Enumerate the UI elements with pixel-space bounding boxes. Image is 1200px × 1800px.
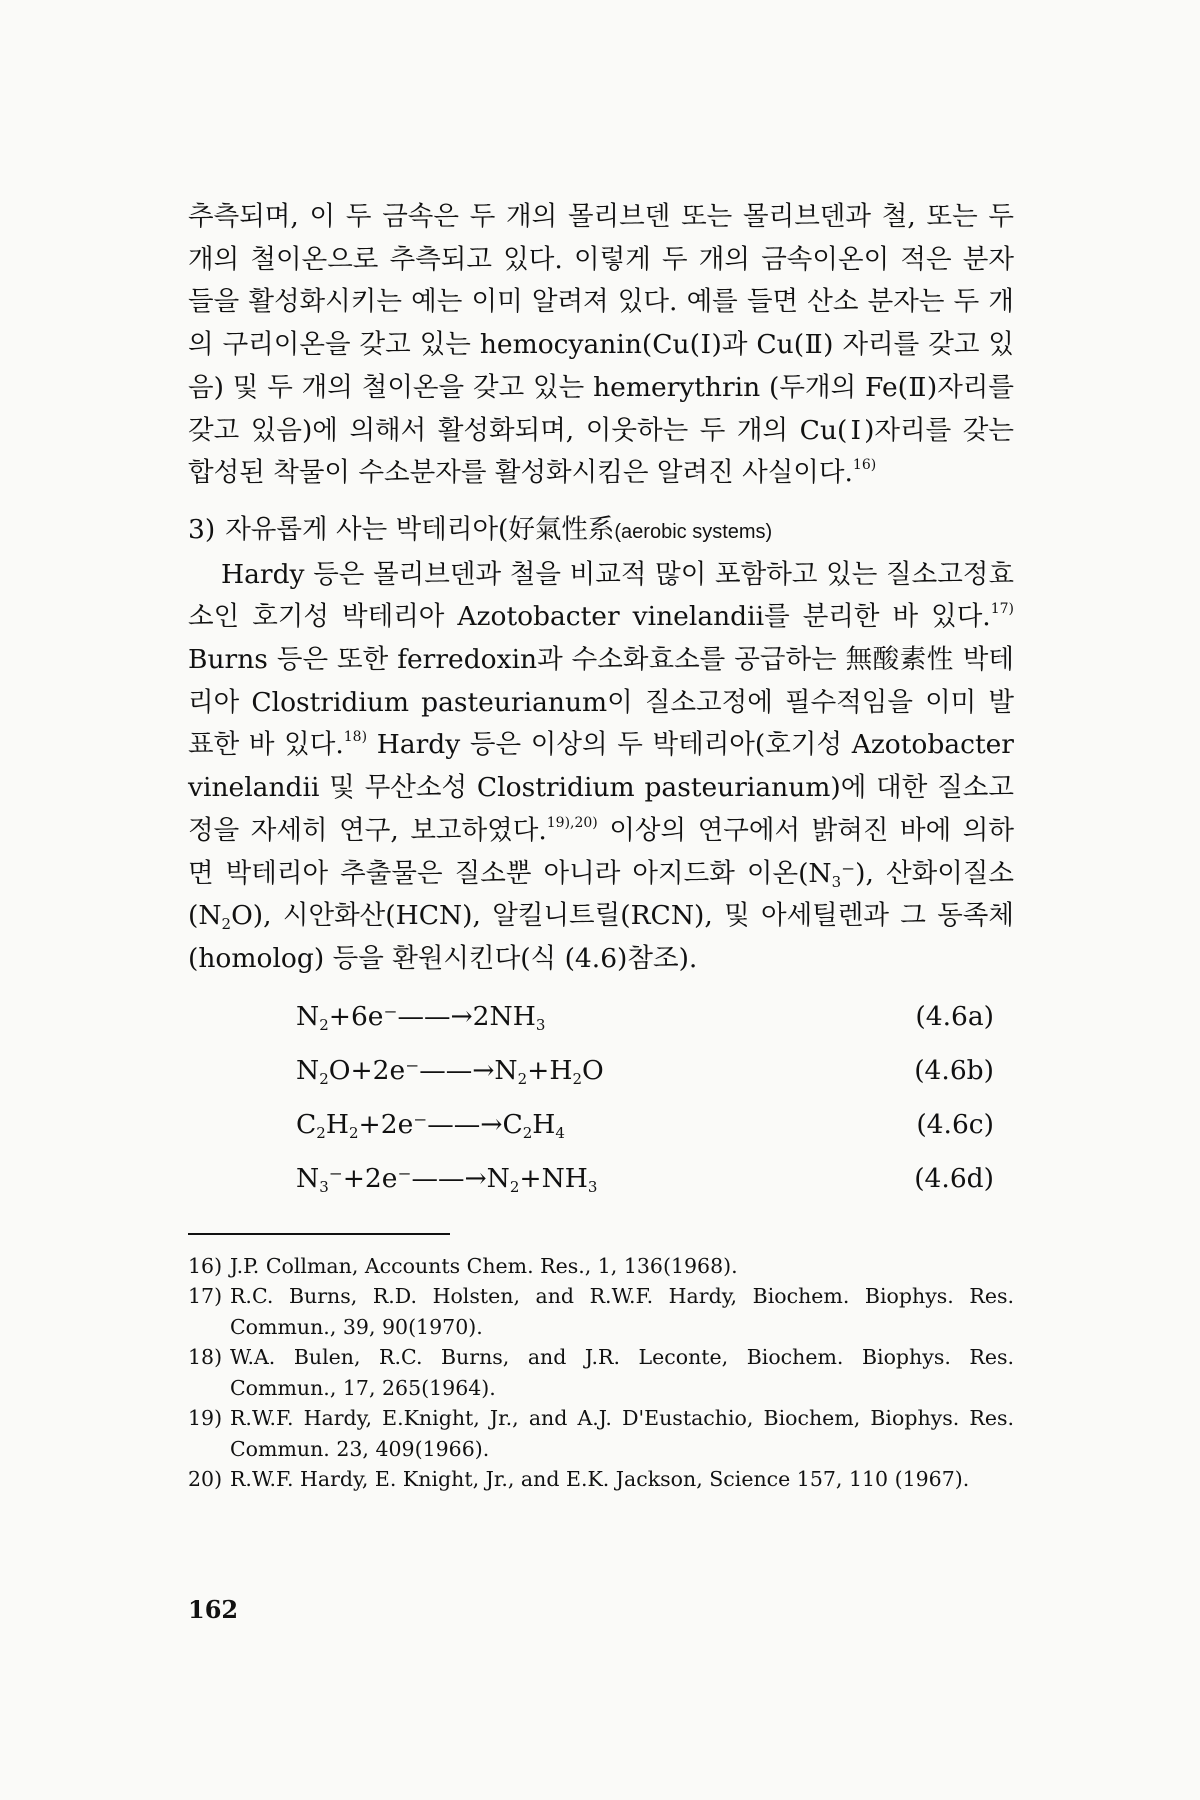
- reference-item: [188, 1251, 1014, 1282]
- section-heading-3: [188, 509, 1014, 554]
- equation-label: (4.6c): [916, 1108, 994, 1140]
- sentence-4b: ⁻), 산화이질소(N: [188, 857, 1015, 932]
- equation-label: (4.6a): [915, 1000, 994, 1032]
- subscript: 2: [221, 915, 232, 934]
- reference-text: J.P. Collman, Accounts Chem. Res., 1, 136(1968).: [230, 1253, 738, 1278]
- sentence-4c: O), 시안화산(HCN), 알킬니트릴(RCN), 및 아세틸렌과 그 동족체(homolog) 등을 환원시킨다(식 (4.6)참조).: [188, 900, 1014, 974]
- equation-formula: $N_2+6e^-——\to 2NH_3$: [296, 1000, 546, 1034]
- equation-block: [188, 1001, 1014, 1217]
- equation-formula: $C_2H_2+2e^-——\to C_2H_4$: [296, 1108, 565, 1142]
- reference-item: [188, 1403, 1014, 1464]
- equation-4-6c: [188, 1109, 1014, 1163]
- section-title-english: (aerobic systems): [614, 520, 773, 543]
- equation-label: (4.6b): [914, 1054, 994, 1086]
- paragraph-1: [188, 196, 1014, 495]
- reference-number: 17): [188, 1284, 223, 1309]
- reference-text: R.C. Burns, R.D. Holsten, and R.W.F. Hardy, Biochem. Biophys. Res. Commun., 39, 90(1970).: [230, 1284, 1014, 1339]
- references-list: [188, 1251, 1014, 1495]
- equation-4-6a: [188, 1001, 1014, 1055]
- reference-text: R.W.F. Hardy, E. Knight, Jr., and E.K. Jackson, Science 157, 110 (1967).: [230, 1467, 970, 1492]
- reference-number: 20): [188, 1467, 223, 1492]
- reference-text: W.A. Bulen, R.C. Burns, and J.R. Leconte, Biochem. Biophys. Res. Commun., 17, 265(1964).: [230, 1345, 1014, 1400]
- reference-text: R.W.F. Hardy, E.Knight, Jr., and A.J. D'Eustachio, Biochem, Biophys. Res. Commun. 23, 409(1966).: [230, 1406, 1014, 1461]
- equation-formula: $N_3^-+2e^-——\to N_2+NH_3$: [296, 1162, 598, 1196]
- paragraph-1-text: 추측되며, 이 두 금속은 두 개의 몰리브덴 또는 몰리브덴과 철, 또는 두 개의 철이온으로 추측되고 있다. 이렇게 두 개의 금속이온이 적은 분자들을 활성화시키는 예는 이미 알려져 있다. 예를 들면 산소 분자는 두 개의 구리이온을 갖고 있는 hemocyanin(Cu(Ⅰ)과 Cu(Ⅱ) 자리를 갖고 있음) 및 두 개의 철이온을 갖고 있는 hemerythrin (두개의 Fe(Ⅱ)자리를 갖고 있음)에 의해서 활성화되며, 이웃하는 두 개의 Cu(Ⅰ)자리를 갖는 합성된 착물이 수소분자를 활성화시킴은 알려진 사실이다.: [188, 201, 1014, 489]
- footnote-ref-18: 18): [343, 729, 368, 746]
- sentence-3: Hardy 등은 이상의 두 박테리아(호기성 Azotobacter vinelandii 및 무산소성 Clostridium pasteurianum)에 대한 질소고정을 자세히 연구, 보고하였다.: [188, 729, 1014, 846]
- equation-4-6b: [188, 1055, 1014, 1109]
- subscript: 3: [831, 872, 842, 891]
- page-number: 162: [188, 1595, 239, 1624]
- sentence-1: Hardy 등은 몰리브덴과 철을 비교적 많이 포함하고 있는 질소고정효소인 호기성 박테리아 Azotobacter vinelandii를 분리한 바 있다.: [188, 558, 1014, 633]
- paragraph-2: [188, 554, 1014, 981]
- reference-item: [188, 1342, 1014, 1403]
- footnote-ref-19-20: 19),20): [546, 814, 598, 831]
- page-content: [188, 196, 1014, 1495]
- equation-label: (4.6d): [914, 1162, 994, 1194]
- reference-item: [188, 1464, 1014, 1495]
- sentence-2: Burns 등은 또한 ferredoxin과 수소화효소를 공급하는 無酸素性 박테리아 Clostridium pasteurianum이 질소고정에 필수적임을 이미 발표한 바 있다.: [188, 644, 1014, 761]
- reference-number: 19): [188, 1406, 223, 1431]
- sentence-4a: 이상의 연구에서 밝혀진 바에 의하면 박테리아 추출물은 질소뿐 아니라 아지드화 이온(N: [188, 814, 1014, 889]
- reference-item: [188, 1281, 1014, 1342]
- footnote-divider: [188, 1233, 450, 1235]
- section-number: 3): [188, 513, 216, 545]
- footnote-ref-16: 16): [852, 457, 877, 474]
- reference-number: 18): [188, 1345, 223, 1370]
- section-title: 자유롭게 사는 박테리아(好氣性系: [225, 513, 615, 545]
- footnote-ref-17: 17): [990, 601, 1014, 618]
- equation-formula: $N_2O+2e^-——\to N_2+H_2O$: [296, 1054, 604, 1088]
- equation-4-6d: [188, 1163, 1014, 1217]
- reference-number: 16): [188, 1253, 223, 1278]
